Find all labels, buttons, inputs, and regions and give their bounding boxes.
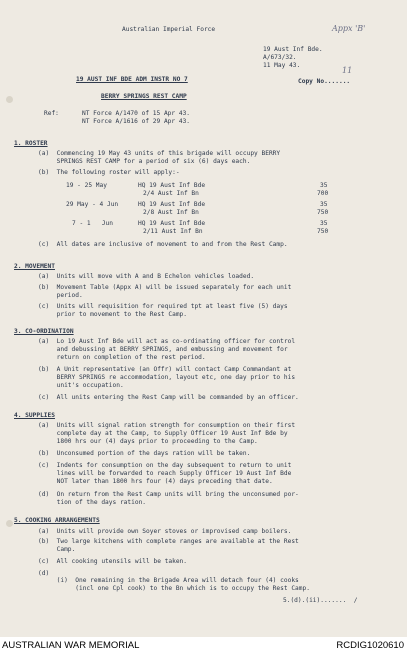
- s2-c-line-2: prior to movement to the Rest Camp.: [38, 311, 188, 318]
- letterhead-title: Australian Imperial Force: [122, 26, 216, 33]
- s4-c-line-3: NOT later than 1800 hrs four (4) days preceding that date.: [38, 478, 273, 485]
- roster-num-2b: 750: [317, 209, 329, 216]
- s5-d-line-1: (i) One remaining in the Brigade Area will detach four (4) cooks: [38, 577, 299, 584]
- s2-a: (a) Units will move with A and B Echelon vehicles loaded.: [38, 273, 255, 280]
- punch-hole-bottom: [6, 520, 13, 527]
- section-1-heading: 1. ROSTER: [14, 140, 48, 147]
- s1-a-line-2: SPRINGS REST CAMP for a period of six (6) days each.: [38, 158, 251, 165]
- section-3-heading: 3. CO-ORDINATION: [14, 328, 74, 335]
- roster-unit-3a: HQ 19 Aust Inf Bde: [138, 220, 206, 227]
- s4-a-line-1: (a) Units will signal ration strength for consumption on their first: [38, 422, 296, 429]
- s5-d-label: (d): [38, 570, 50, 577]
- s1-b: (b) The following roster will apply:-: [38, 169, 180, 176]
- continuation-marker: 5.(d).(ii)....... /: [283, 597, 358, 604]
- roster-num-2a: 35: [320, 201, 328, 208]
- roster-num-3a: 35: [320, 220, 328, 227]
- s5-c: (c) All cooking utensils will be taken.: [38, 558, 188, 565]
- reference-2: NT Force A/1616 of 29 Apr 43.: [82, 118, 191, 125]
- footer-record-id: RCDIG1020610: [336, 640, 404, 651]
- s5-d-line-2: (incl one Cpl cook) to the Bn which is to occupy the Rest Camp.: [38, 585, 310, 592]
- reference-1: NT Force A/1470 of 15 Apr 43.: [82, 110, 191, 117]
- s4-a-line-3: 1800 hrs our (4) days prior to proceeding to the Camp.: [38, 438, 258, 445]
- handwritten-copy-number: 11: [342, 66, 353, 75]
- section-2-heading: 2. MOVEMENT: [14, 263, 55, 270]
- s4-d-line-1: (d) On return from the Rest Camp units will bring the unconsumed por-: [38, 491, 299, 498]
- section-5-heading: 5. COOKING ARRANGEMENTS: [14, 517, 100, 524]
- roster-period-2: 29 May - 4 Jun: [66, 201, 119, 208]
- instruction-subtitle: BERRY SPRINGS REST CAMP: [101, 93, 187, 100]
- reference-label: Ref:: [44, 110, 59, 117]
- handwritten-appendix-ref: Appx 'B': [332, 24, 366, 33]
- s4-b: (b) Unconsumed portion of the days ration will be taken.: [38, 450, 251, 457]
- punch-hole-top: [6, 96, 13, 103]
- s3-a-line-3: return on completion of the rest period.: [38, 354, 206, 361]
- s3-a-line-2: and debussing at BERRY SPRINGS, and embussing and movement for: [38, 346, 288, 353]
- s5-b-line-1: (b) Two large kitchens with complete ranges are available at the Rest: [38, 538, 299, 545]
- s3-a-line-1: (a) Lo 19 Aust Inf Bde will act as co-ordinating officer for control: [38, 338, 296, 345]
- s5-b-line-2: Camp.: [38, 546, 76, 553]
- instruction-title: 19 AUST INF BDE ADM INSTR NO 7: [76, 76, 188, 83]
- roster-num-1b: 700: [317, 190, 329, 197]
- copy-number: Copy No.......: [298, 78, 351, 85]
- brigade-ref: 19 Aust Inf Bde.: [263, 46, 323, 53]
- roster-num-3b: 750: [317, 228, 329, 235]
- roster-unit-1b: 2/4 Aust Inf Bn: [143, 190, 199, 197]
- roster-num-1a: 35: [320, 182, 328, 189]
- s3-b-line-1: (b) A Unit representative (an Offr) will contact Camp Commandant at: [38, 366, 292, 373]
- roster-unit-2a: HQ 19 Aust Inf Bde: [138, 201, 206, 208]
- document-date: 11 May 43.: [263, 62, 301, 69]
- roster-unit-2b: 2/8 Aust Inf Bn: [143, 209, 199, 216]
- roster-unit-1a: HQ 19 Aust Inf Bde: [138, 182, 206, 189]
- s2-c-line-1: (c) Units will requisition for required tpt at least five (5) days: [38, 303, 288, 310]
- roster-period-1: 19 - 25 May: [66, 182, 107, 189]
- s4-a-line-2: complete day at the Camp, to Supply Officer 19 Aust Inf Bde by: [38, 430, 288, 437]
- s4-c-line-1: (c) Indents for consumption on the day subsequent to return to unit: [38, 462, 292, 469]
- roster-period-3: 7 - 1 Jun: [72, 220, 113, 227]
- s3-c: (c) All units entering the Rest Camp will be commanded by an officer.: [38, 394, 299, 401]
- s5-a: (a) Units will provide own Soyer stoves or improvised camp boilers.: [38, 528, 292, 535]
- s3-b-line-2: BERRY SPRINGS re accommodation, layout etc, one day prior to his: [38, 374, 296, 381]
- roster-unit-3b: 2/11 Aust Inf Bn: [143, 228, 203, 235]
- s1-c: (c) All dates are inclusive of movement to and from the Rest Camp.: [38, 241, 288, 248]
- s2-b-line-1: (b) Movement Table (Appx A) will be issued separately for each unit: [38, 284, 292, 291]
- s3-b-line-3: unit's occupation.: [38, 382, 124, 389]
- section-4-heading: 4. SUPPLIES: [14, 412, 55, 419]
- archive-footer: [0, 637, 407, 654]
- s2-b-line-2: period.: [38, 292, 83, 299]
- s4-d-line-2: tion of the days ration.: [38, 499, 147, 506]
- footer-archive-name: AUSTRALIAN WAR MEMORIAL: [2, 640, 140, 651]
- s4-c-line-2: lines will be forwarded to reach Supply Officer 19 Aust Inf Bde: [38, 470, 292, 477]
- file-number: A/673/32.: [263, 54, 297, 61]
- s1-a-line-1: (a) Commencing 19 May 43 units of this brigade will occupy BERRY: [38, 150, 281, 157]
